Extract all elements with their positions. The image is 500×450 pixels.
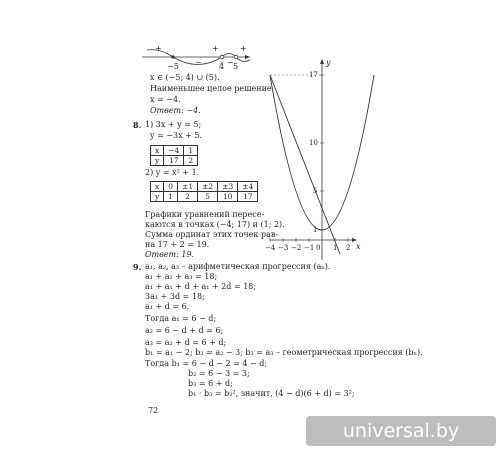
x-tick: 2	[346, 244, 351, 252]
x-tick: 0	[316, 244, 321, 252]
equation-1b: y = −3x + 5.	[150, 131, 203, 140]
table-cell: y	[151, 192, 164, 202]
point-label: 4	[219, 62, 225, 71]
table-cell: ±2	[198, 182, 218, 192]
sec9-line: a₂ = 6 − d + d = 6;	[145, 326, 224, 335]
table-cell: x	[151, 182, 164, 192]
sec9-line: b₁ · b₃ = b₂², значит, (4 − d)(6 + d) = 3²;	[188, 389, 355, 398]
sec9-line: a₁ + a₁ + d + a₁ + 2d = 18;	[145, 282, 257, 291]
y-tick: 17	[309, 71, 318, 79]
sec9-line: b₁ = a₁ − 2; b₂ = a₂ − 3; b₃ = a₃ – геометрическая прогрессия (bₙ).	[145, 348, 423, 357]
sec9-line: a₁, a₂, a₃ – арифметическая прогрессия (aₙ).	[145, 262, 331, 271]
watermark-badge: universal.by	[306, 416, 496, 446]
point-label: −5	[167, 62, 179, 71]
table-cell: 0	[164, 182, 178, 192]
table-cell: 5	[198, 192, 218, 202]
graph-text-2: каются в точках (−4; 17) и (1; 2).	[145, 220, 285, 229]
y-tick: 1	[313, 226, 318, 234]
sec9-line: a₁ + d = 6.	[145, 302, 190, 311]
answer-7: Ответ: −4.	[150, 106, 201, 115]
problem-number-8: 8.	[133, 120, 142, 130]
sign-3: +	[212, 44, 219, 53]
table-cell: 2	[178, 192, 198, 202]
x-tick: 1	[333, 244, 338, 252]
y-axis-label: y	[326, 58, 331, 67]
graph-text-4: на 17 + 2 = 19.	[145, 240, 210, 249]
x-tick: −1	[304, 244, 315, 252]
answer-set: x ∈ (−5; 4) ∪ (5).	[150, 73, 220, 82]
sign-5: +	[240, 44, 247, 53]
sec9-line: b₂ = 6 − 3 = 3;	[188, 369, 250, 378]
sign-2: −	[195, 58, 202, 67]
equation-2: 2) y = x² + 1.	[145, 168, 200, 177]
table-cell: 1	[184, 146, 198, 156]
table-cell: −4	[164, 146, 184, 156]
table-cell: ±4	[238, 182, 258, 192]
smallest-value: x = −4.	[150, 95, 181, 104]
problem-number-9: 9.	[133, 262, 142, 272]
table-cell: ±1	[178, 182, 198, 192]
x-axis-label: x	[356, 242, 361, 251]
smallest-label: Наименьшее целое решение	[150, 84, 272, 93]
sec9-line: b₃ = 6 + d;	[188, 379, 233, 388]
table-cell: 2	[184, 156, 198, 166]
x-tick: −2	[291, 244, 302, 252]
sec9-line: a₃ = a₂ + d = 6 + d;	[145, 338, 227, 347]
sec9-line: 3a₁ + 3d = 18;	[145, 292, 205, 301]
y-tick: 5	[313, 187, 318, 195]
graph-text-1: Графики уравнений пересе-	[145, 210, 265, 219]
point-label: 5	[233, 62, 239, 71]
sec9-line: Тогда b₁ = 6 − d − 2 = 4 − d;	[145, 359, 268, 368]
table-cell: 1	[164, 192, 178, 202]
x-tick: −4	[265, 244, 276, 252]
sec9-line: a₁ + a₂ + a₃ = 18;	[145, 272, 218, 281]
sign-4: −	[227, 58, 234, 67]
answer-8: Ответ: 19.	[145, 250, 195, 259]
table-cell: 10	[218, 192, 238, 202]
table-cell: y	[151, 156, 164, 166]
sec9-line: Тогда a₁ = 6 − d;	[145, 314, 217, 323]
y-tick: 10	[309, 139, 318, 147]
table-cell: 17	[164, 156, 184, 166]
x-tick: −3	[278, 244, 289, 252]
table-cell: ±3	[218, 182, 238, 192]
table-cell: 17	[238, 192, 258, 202]
table-cell: x	[151, 146, 164, 156]
sign-1: +	[155, 44, 162, 53]
page-number: 72	[148, 406, 159, 415]
equation-1: 1) 3x + y = 5;	[145, 120, 202, 129]
graph-text-3: Сумма ординат этих точек рав-	[145, 230, 279, 239]
